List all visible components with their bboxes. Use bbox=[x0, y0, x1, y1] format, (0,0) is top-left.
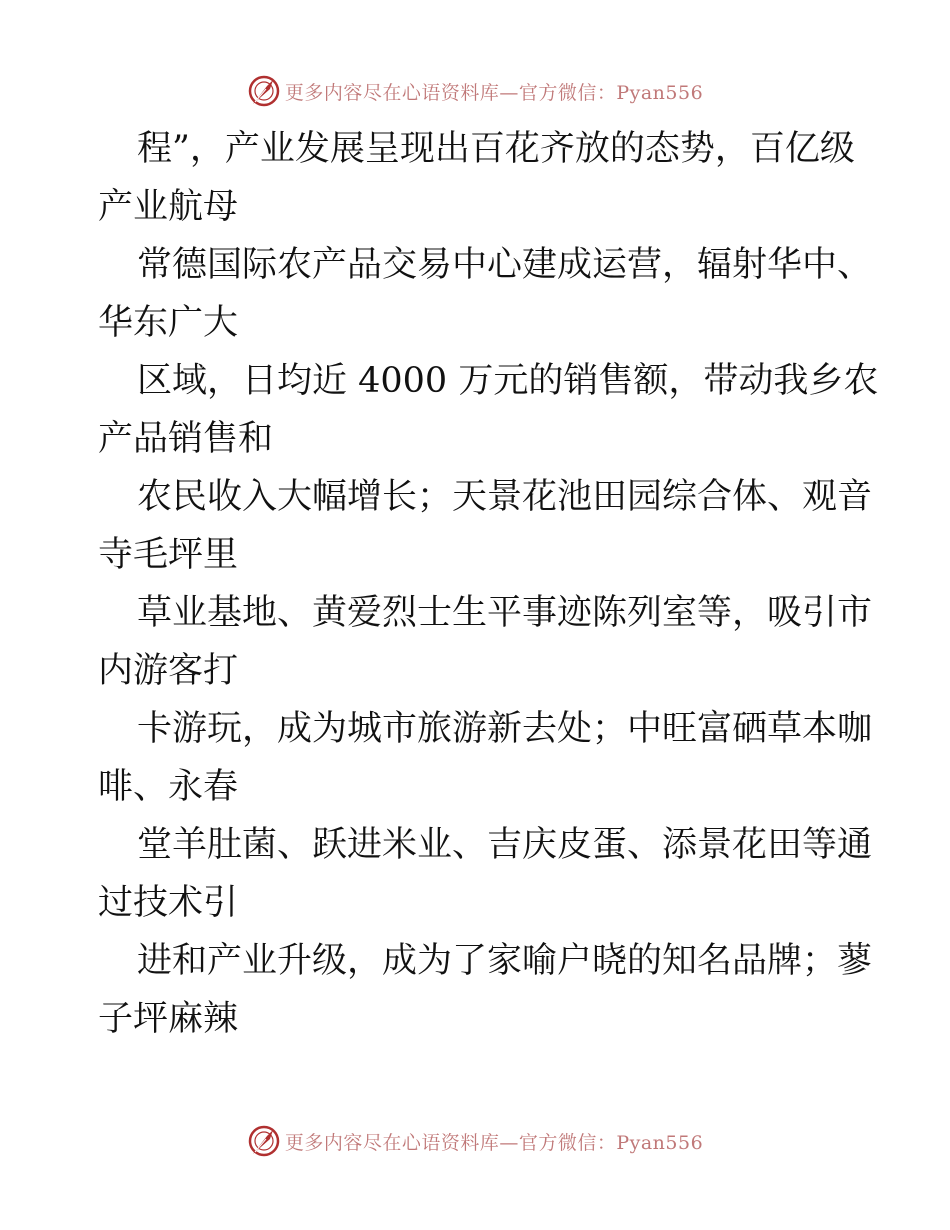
text-line: 农民收入大幅增长；天景花池田园综合体、观音 bbox=[137, 477, 873, 517]
text-line: 卡游玩，成为城市旅游新去处；中旺富硒草本咖 bbox=[137, 709, 873, 749]
text-line: 啡、永春 bbox=[98, 767, 239, 807]
text-line: 产品销售和 bbox=[98, 419, 274, 459]
footer-banner-text: 更多内容尽在心语资料库—官方微信：Pyan556 bbox=[284, 1131, 704, 1154]
text-line: 产业航母 bbox=[98, 187, 239, 227]
header-banner-text: 更多内容尽在心语资料库—官方微信：Pyan556 bbox=[284, 81, 704, 104]
quill-pen-logo-icon bbox=[247, 1124, 281, 1158]
text-line: 区域，日均近 4000 万元的销售额，带动我乡农 bbox=[137, 361, 879, 401]
quill-pen-logo-icon bbox=[247, 74, 281, 108]
text-line: 内游客打 bbox=[98, 651, 239, 691]
text-line: 进和产业升级，成为了家喻户晓的知名品牌；蓼 bbox=[137, 941, 873, 981]
text-line: 堂羊肚菌、跃进米业、吉庆皮蛋、添景花田等通 bbox=[137, 825, 873, 865]
text-line: 程”，产业发展呈现出百花齐放的态势，百亿级 bbox=[137, 129, 855, 169]
text-line: 子坪麻辣 bbox=[98, 999, 239, 1039]
text-line: 华东广大 bbox=[98, 303, 239, 343]
footer-banner bbox=[0, 1121, 950, 1161]
text-line: 寺毛坪里 bbox=[98, 535, 239, 575]
text-line: 草业基地、黄爱烈士生平事迹陈列室等，吸引市 bbox=[137, 593, 873, 633]
text-line: 常德国际农产品交易中心建成运营，辐射华中、 bbox=[137, 245, 873, 285]
text-line: 过技术引 bbox=[98, 883, 239, 923]
header-banner bbox=[0, 71, 950, 111]
